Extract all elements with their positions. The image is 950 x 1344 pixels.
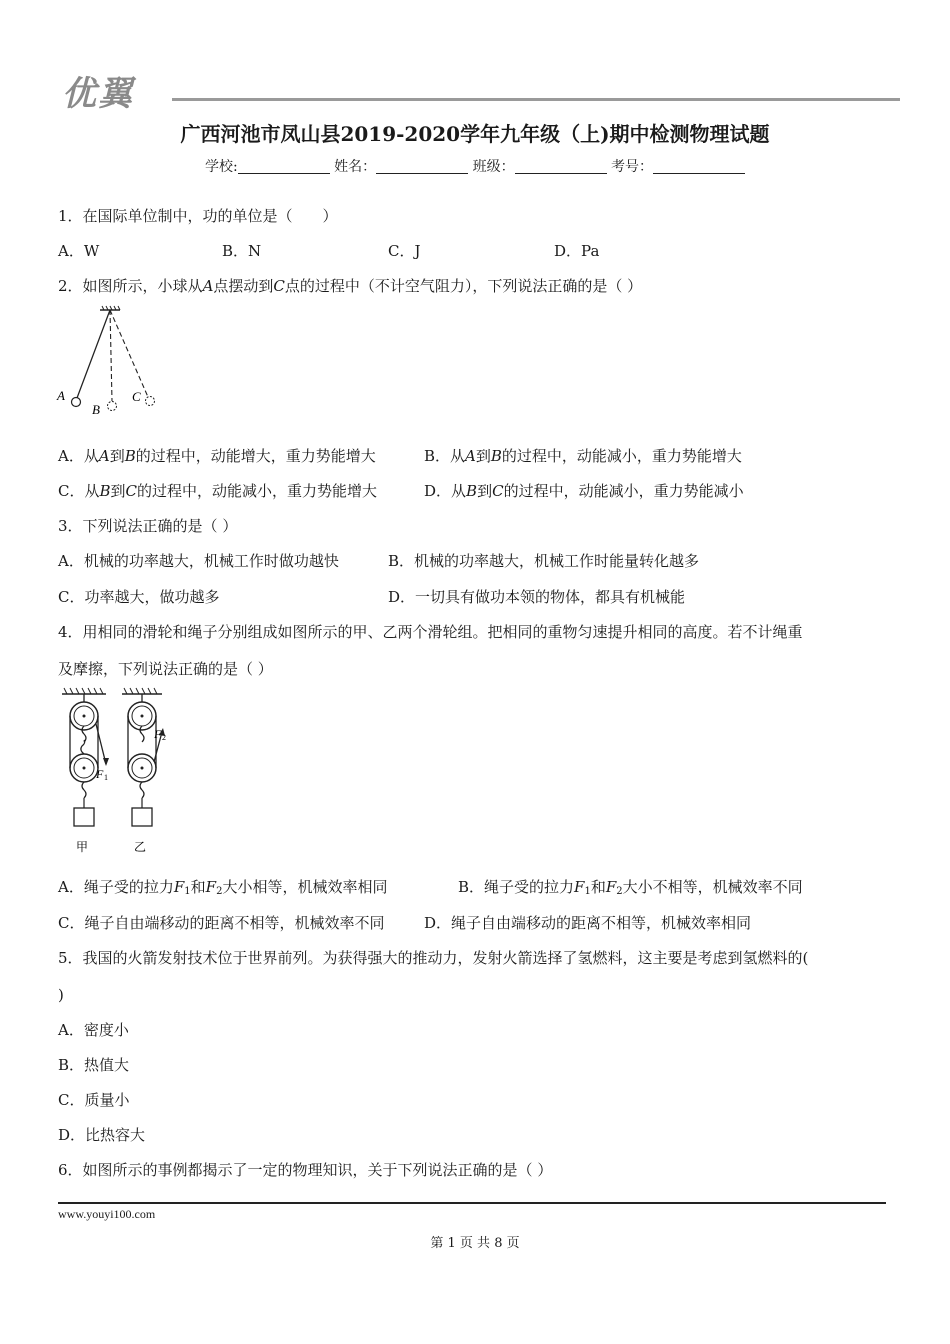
name-field[interactable] [376,159,468,174]
q4-option-d[interactable]: D．绳子自由端移动的距离不相等，机械效率相同 [424,914,752,932]
page-number: 第 1 页 共 8 页 [430,1236,520,1251]
question-3: 3．下列说法正确的是（ ） [58,517,238,535]
name-label: 姓名： [334,159,377,175]
pulley-figure [58,686,183,858]
footer-rule [58,1202,886,1204]
question-5-line-2: ) [58,986,64,1004]
label-a: A [57,388,65,403]
label-b: B [92,402,100,417]
label-yi: 乙 [134,840,147,854]
q1-option-a[interactable]: A．W [58,242,100,260]
q5-option-c[interactable]: C．质量小 [58,1091,130,1109]
question-2: 2．如图所示，小球从A点摆动到C点的过程中（不计空气阻力），下列说法正确的是（ ） [58,277,643,295]
q3-option-d[interactable]: D．一切具有做功本领的物体，都具有机械能 [388,588,686,606]
q2-option-a[interactable]: A．从A到B的过程中，动能增大，重力势能增大 [58,447,376,465]
q4-option-a[interactable]: A．绳子受的拉力$F_1$和$F_2$大小相等，机械效率相同 [58,878,388,897]
label-f1-sub: 1 [104,773,108,782]
exam-no-label: 考号： [611,159,654,175]
class-label: 班级： [472,159,515,175]
label-f1: F [96,767,104,781]
pendulum-figure [54,304,164,419]
q1-option-d[interactable]: D．Pa [554,242,600,260]
label-c: C [132,389,141,404]
student-info-line [0,156,950,176]
question-6: 6．如图所示的事例都揭示了一定的物理知识，关于下列说法正确的是（ ） [58,1161,553,1179]
class-field[interactable] [515,159,607,174]
question-4: 4．用相同的滑轮和绳子分别组成如图所示的甲、乙两个滑轮组。把相同的重物匀速提升相同的高度。若不计绳重 [58,623,803,641]
logo [62,64,902,114]
school-label: 学校: [204,159,238,175]
label-jia: 甲 [76,840,89,854]
logo-rule [172,98,900,101]
exam-no-field[interactable] [653,159,745,174]
q3-option-a[interactable]: A．机械的功率越大，机械工作时做功越快 [58,552,339,570]
q2-option-d[interactable]: D．从B到C的过程中，动能减小，重力势能减小 [424,482,744,500]
school-field[interactable] [238,159,330,174]
q4-option-c[interactable]: C．绳子自由端移动的距离不相等，机械效率不同 [58,914,385,932]
label-f2: F [154,727,162,741]
logo-text: 优翼 [62,74,134,114]
q3-option-b[interactable]: B．机械的功率越大，机械工作时能量转化越多 [388,552,700,570]
q1-option-b[interactable]: B．N [222,242,262,260]
q5-option-d[interactable]: D．比热容大 [58,1126,146,1144]
label-f2-sub: 2 [162,733,166,742]
question-5: 5．我国的火箭发射技术位于世界前列。为获得强大的推动力，发射火箭选择了氢燃料，这主要是考虑到氢燃料的( [58,949,809,967]
q4-option-b[interactable]: B．绳子受的拉力$F_1$和$F_2$大小不相等，机械效率不同 [458,878,803,897]
question-1: 1．在国际单位制中，功的单位是（ ） [58,207,338,225]
q1-option-c[interactable]: C．J [388,242,421,260]
q3-option-c[interactable]: C．功率越大，做功越多 [58,588,220,606]
q2-option-b[interactable]: B．从A到B的过程中，动能减小，重力势能增大 [424,447,742,465]
q5-option-b[interactable]: B．热值大 [58,1056,130,1074]
question-4-line-2: 及摩擦，下列说法正确的是（ ） [58,660,273,678]
q5-option-a[interactable]: A．密度小 [58,1021,129,1039]
page-title: 广西河池市凤山县2019-2020学年九年级（上)期中检测物理试题 [180,122,770,146]
q2-option-c[interactable]: C．从B到C的过程中，动能减小，重力势能增大 [58,482,378,500]
footer-website[interactable]: www.youyi100.com [58,1207,156,1221]
